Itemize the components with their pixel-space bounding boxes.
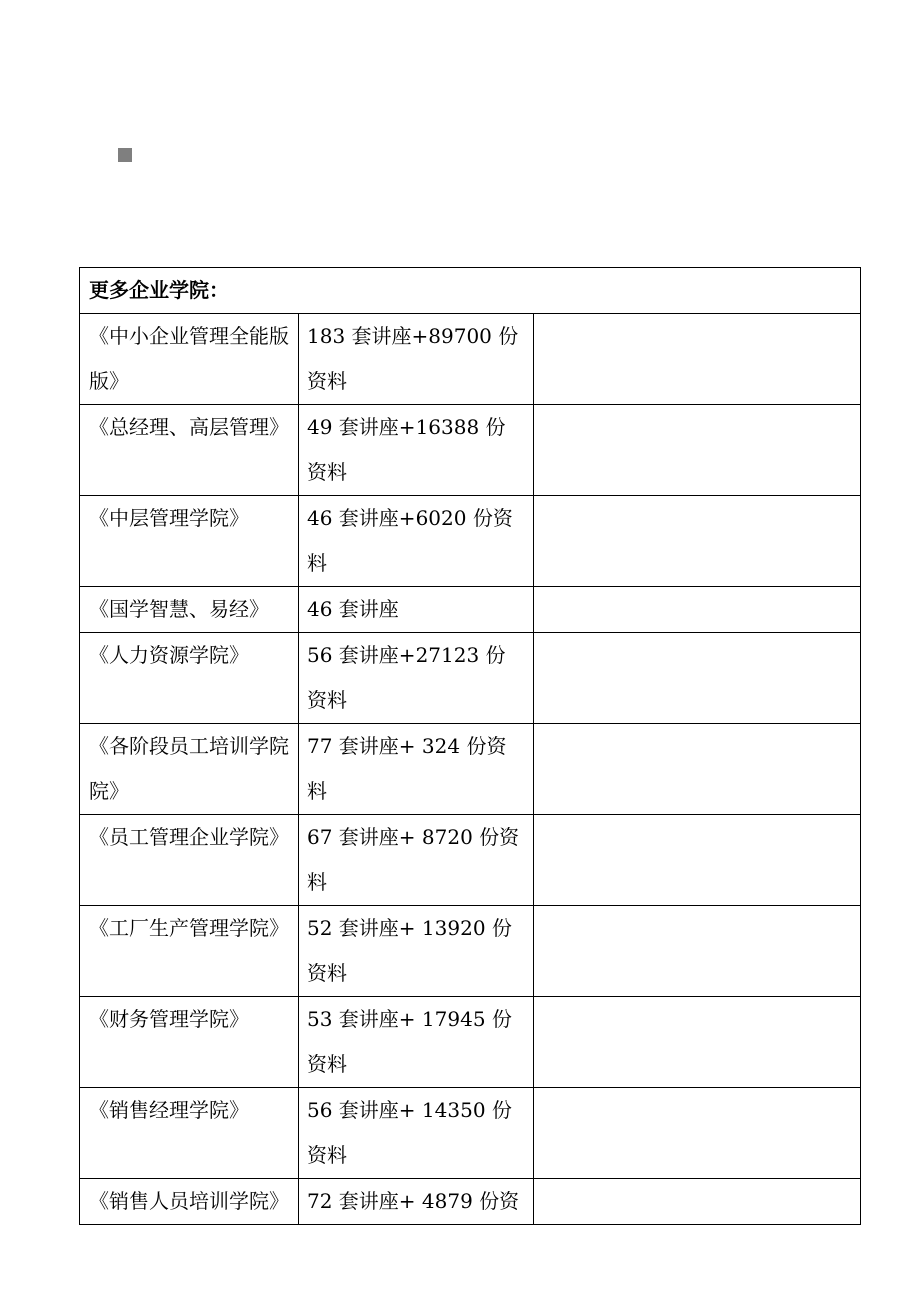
table-header-row: [80, 268, 861, 314]
bullet-square-icon: [118, 148, 132, 162]
academy-name: 《销售人员培训学院》: [80, 1179, 299, 1225]
academy-name: 《中小企业管理全能版版》: [80, 314, 299, 405]
academy-content: 53 套讲座+ 17945 份资料: [299, 997, 534, 1088]
academy-name: 《各阶段员工培训学院院》: [80, 724, 299, 815]
academy-name: 《国学智慧、易经》: [80, 587, 299, 633]
table-row: [80, 587, 861, 633]
academy-content: 46 套讲座+6020 份资料: [299, 496, 534, 587]
academy-name: 《中层管理学院》: [80, 496, 299, 587]
academy-content: 183 套讲座+89700 份资料: [299, 314, 534, 405]
academy-content: 49 套讲座+16388 份资料: [299, 405, 534, 496]
academy-content: 46 套讲座: [299, 587, 534, 633]
table-row: [80, 815, 861, 906]
table-row: [80, 906, 861, 997]
academy-content: 56 套讲座+27123 份资料: [299, 633, 534, 724]
table-header: 更多企业学院：: [80, 268, 861, 314]
academy-extra: [534, 405, 861, 496]
table-row: [80, 724, 861, 815]
table-row: [80, 1179, 861, 1225]
academy-content: 56 套讲座+ 14350 份资料: [299, 1088, 534, 1179]
academy-name: 《销售经理学院》: [80, 1088, 299, 1179]
academy-content: 52 套讲座+ 13920 份资料: [299, 906, 534, 997]
table-row: [80, 633, 861, 724]
academy-content: 72 套讲座+ 4879 份资: [299, 1179, 534, 1225]
academy-extra: [534, 633, 861, 724]
academy-name: 《财务管理学院》: [80, 997, 299, 1088]
table-row: [80, 405, 861, 496]
table-row: [80, 314, 861, 405]
academy-extra: [534, 587, 861, 633]
table-row: [80, 997, 861, 1088]
academy-name: 《总经理、高层管理》: [80, 405, 299, 496]
academy-extra: [534, 997, 861, 1088]
academy-content: 67 套讲座+ 8720 份资料: [299, 815, 534, 906]
academy-extra: [534, 815, 861, 906]
academy-extra: [534, 724, 861, 815]
academy-name: 《员工管理企业学院》: [80, 815, 299, 906]
academy-extra: [534, 496, 861, 587]
academy-extra: [534, 906, 861, 997]
academy-extra: [534, 1088, 861, 1179]
academy-extra: [534, 1179, 861, 1225]
academy-table: [79, 267, 861, 1225]
table-row: [80, 496, 861, 587]
table-row: [80, 1088, 861, 1179]
academy-name: 《人力资源学院》: [80, 633, 299, 724]
academy-name: 《工厂生产管理学院》: [80, 906, 299, 997]
academy-content: 77 套讲座+ 324 份资料: [299, 724, 534, 815]
academy-extra: [534, 314, 861, 405]
